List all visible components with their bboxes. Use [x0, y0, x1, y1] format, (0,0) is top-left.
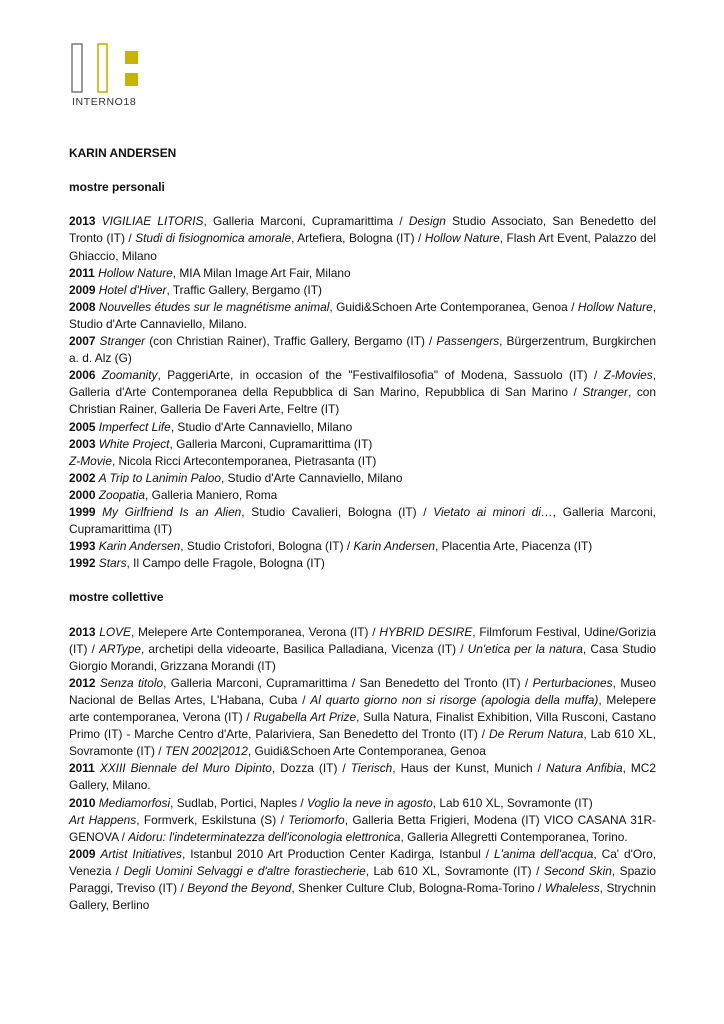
entry-year: 2012 [69, 675, 96, 690]
entry-text: , Filmforum Festival, Udine/Gorizia (IT) / [69, 624, 656, 656]
solo-exhibition-entry [69, 367, 656, 418]
solo-exhibition-entry [69, 265, 656, 282]
entry-text: , Lab 610 XL, Sovramonte (IT) / [69, 727, 656, 759]
entry-text: , Spazio Paraggi, Treviso (IT) / [69, 863, 656, 896]
exhibition-title: Whaleless [544, 881, 600, 896]
entry-text: , Istanbul 2010 Art Production Center Kadirga, Istanbul / [181, 846, 494, 861]
entry-text: , Galleria Marconi, Cupramarittima / [203, 214, 409, 229]
entry-text: , Ca' d'Oro, Venezia / [69, 846, 657, 878]
entry-text: , Strychnin Gallery, Berlino [69, 881, 657, 913]
entry-text: , Lab 610 XL, Sovramonte (IT) [432, 795, 593, 810]
exhibition-title: Karin Andersen [353, 539, 435, 554]
entry-year: 2003 [69, 436, 96, 451]
exhibition-title: Beyond the Beyond [187, 881, 292, 896]
entry-text: , Guidi&Schoen Arte Contemporanea, Genoa [247, 744, 486, 759]
interno18-logo [70, 42, 160, 116]
exhibition-title: Stranger [99, 334, 146, 349]
exhibition-title: Studi di fisiognomica amorale [135, 231, 292, 246]
entry-text: , Sudlab, Portici, Naples / [170, 795, 307, 810]
entry-year: 2013 [69, 624, 96, 639]
solo-exhibition-entry [69, 436, 656, 453]
entry-text: , Dozza (IT) / [271, 761, 351, 776]
exhibition-title: Second Skin [543, 863, 612, 878]
entry-year: 1999 [69, 504, 96, 519]
exhibition-title: Teriomorfo [288, 812, 345, 827]
exhibition-title: HYBRID DESIRE [379, 624, 473, 639]
entry-text: , Bürgerzentrum, Burgkirchen a. d. Alz (G) [69, 334, 657, 366]
entry-text: , Nicola Ricci Artecontemporanea, Pietrasanta (IT) [111, 453, 377, 468]
exhibition-title: My Girlfriend Is an Alien [102, 504, 242, 519]
entry-text: , Museo Nacional de Bellas Artes, L'Habana, Cuba / [69, 675, 657, 707]
exhibition-title: Zoopatia [98, 487, 146, 502]
exhibition-title: Un'etica per la natura [467, 641, 583, 656]
entry-text: , PaggeriArte, in occasion of the "Festivalfilosofia" of Modena, Sassuolo (IT) / [157, 368, 604, 383]
exhibition-title: Natura Anfibia [545, 761, 623, 776]
entry-text: , Galleria Maniero, Roma [145, 487, 278, 502]
entry-year: 2009 [69, 282, 96, 297]
entry-year: 2006 [69, 368, 96, 383]
entry-text: , Studio Cavalieri, Bologna (IT) / [241, 504, 434, 519]
entry-text: , Traffic Gallery, Bergamo (IT) [166, 282, 322, 297]
entry-text: , Galleria Marconi, Cupramarittima (IT) [69, 504, 656, 537]
entry-year: 2013 [69, 214, 96, 229]
solo-exhibition-entry [69, 299, 656, 333]
entry-text: , Studio d'Arte Cannaviello, Milano [221, 470, 403, 485]
entry-text: , Placentia Arte, Piacenza (IT) [434, 539, 593, 554]
group-exhibition-entry [69, 795, 656, 812]
entry-text: , MC2 Gallery, Milano. [69, 761, 656, 793]
entry-year: 2007 [69, 334, 96, 349]
exhibition-title: Imperfect Life [98, 419, 171, 434]
entry-text: , Galleria Allegretti Contemporanea, Torino. [400, 829, 628, 844]
exhibition-title: XXIII Biennale del Muro Dipinto [99, 761, 272, 776]
exhibition-title: Z-Movies [603, 368, 653, 383]
entry-text: , Galleria Marconi, Cupramarittima (IT) [169, 436, 373, 451]
exhibition-title: Karin Andersen [98, 539, 181, 554]
exhibition-title: TEN 2002|2012 [164, 744, 248, 759]
entry-year: 2008 [69, 299, 96, 314]
entry-year: 1992 [69, 556, 96, 571]
solo-exhibition-entry [69, 504, 656, 538]
entry-text: , Sulla Natura, Finalist Exhibition, Villa Rusconi, Castano Primo (IT) - Marche Centro d'Arte, Palariviera, San Benedetto del Tronto (IT) / [69, 710, 657, 742]
entry-year: 2011 [69, 265, 95, 280]
exhibition-title: Zoomanity [101, 368, 158, 383]
exhibition-title: Stars [98, 556, 127, 571]
exhibition-title: Hotel d'Hiver [98, 282, 167, 297]
solo-exhibition-entry [69, 419, 656, 436]
exhibition-title: Passengers [436, 334, 500, 349]
entry-text: , Flash Art Event, Palazzo del Ghiaccio, Milano [69, 231, 656, 263]
exhibition-title: Degli Uomini Selvaggi e d'altre forastiecherie [123, 863, 366, 878]
group-exhibition-entry [69, 624, 656, 675]
exhibition-title: Voglio la neve in agosto [306, 795, 433, 810]
exhibition-title: L'anima dell'acqua [494, 846, 594, 861]
entry-text: , Il Campo delle Fragole, Bologna (IT) [126, 556, 325, 571]
exhibition-title: Design [408, 214, 446, 229]
entry-text: , Shenker Culture Club, Bologna-Roma-Torino / [291, 881, 545, 896]
exhibition-title: Nouvelles études sur le magnétisme animal [98, 299, 330, 314]
group-exhibition-entry [69, 812, 656, 846]
entry-year: 2000 [69, 487, 96, 502]
exhibition-title: Tierisch [350, 761, 393, 776]
entry-text: , Melepere arte contemporanea, Verona (IT) / [69, 693, 656, 725]
entry-year: 2010 [69, 795, 96, 810]
exhibition-title: White Project [98, 436, 170, 451]
solo-exhibition-entry [69, 453, 656, 470]
exhibition-title: Hollow Nature [424, 231, 500, 246]
entry-text: , archetipi della videoarte, Basilica Palladiana, Vicenza (IT) / [140, 641, 468, 656]
entry-text: , Lab 610 XL, Sovramonte (IT) / [365, 863, 544, 878]
exhibition-title: De Rerum Natura [488, 727, 584, 742]
exhibition-title: VIGILIAE LITORIS [101, 214, 204, 229]
entry-text: , Artefiera, Bologna (IT) / [291, 231, 425, 246]
entry-text: , Studio d'Arte Cannaviello, Milano [170, 419, 353, 434]
exhibition-title: ARType [99, 641, 141, 656]
solo-exhibition-entry [69, 470, 656, 487]
entry-year: 2009 [69, 846, 96, 861]
exhibition-title: Senza titolo [99, 675, 164, 690]
exhibition-title: Hollow Nature [98, 265, 173, 280]
entry-text: , MIA Milan Image Art Fair, Milano [172, 265, 351, 280]
logo-mark-icon [70, 42, 160, 98]
group-exhibitions-heading: mostre collettive [69, 590, 164, 605]
entry-year: 2005 [69, 419, 96, 434]
entry-text: , Casa Studio Giorgio Morandi, Grizzana Morandi (IT) [69, 641, 656, 673]
entry-text: (con Christian Rainer), Traffic Gallery, Bergamo (IT) / [145, 334, 437, 349]
entry-text: , con Christian Rainer, Galleria De Faveri Arte, Feltre (IT) [69, 385, 656, 417]
entry-text: , Studio d'Arte Cannaviello, Milano. [69, 299, 657, 331]
exhibition-title: Aidoru: l'indeterminatezza dell'iconologia elettronica [128, 829, 401, 844]
exhibition-title: Art Happens [69, 812, 137, 827]
solo-exhibition-entry [69, 213, 656, 264]
entry-text: Studio Associato, San Benedetto del Tronto (IT) / [69, 214, 656, 246]
entry-year: 2011 [69, 761, 95, 776]
exhibition-title: Hollow Nature [577, 299, 653, 314]
exhibition-title: Al quarto giorno non si risorge (apologia della muffa) [310, 693, 599, 707]
exhibition-title: Rugabella Art Prize [253, 710, 357, 725]
solo-exhibition-entry [69, 333, 656, 367]
solo-exhibition-entry [69, 282, 656, 299]
entry-text: , Haus der Kunst, Munich / [392, 761, 546, 776]
group-exhibition-entry [69, 760, 656, 794]
solo-exhibition-entry [69, 487, 656, 504]
entry-text: , Galleria Marconi, Cupramarittima / San Benedetto del Tronto (IT) / [163, 675, 533, 690]
exhibition-title: LOVE [99, 624, 131, 639]
solo-exhibition-entry [69, 538, 656, 555]
exhibition-title: Artist Initiatives [100, 846, 182, 861]
cv-content [69, 145, 656, 914]
entry-year: 2002 [69, 470, 96, 485]
logo-text: INTERNO18 [72, 96, 137, 108]
group-exhibitions-list [69, 624, 656, 915]
exhibition-title: A Trip to Lanimin Paloo [98, 470, 222, 485]
entry-text: , Guidi&Schoen Arte Contemporanea, Genoa / [329, 299, 578, 314]
entry-text: , Formverk, Eskilstuna (S) / [136, 812, 289, 827]
exhibition-title: Z-Movie [69, 453, 112, 468]
group-exhibition-entry [69, 846, 656, 914]
exhibition-title: Perturbaciones [532, 675, 613, 690]
exhibition-title: Stranger [582, 385, 628, 400]
artist-name: KARIN ANDERSEN [69, 146, 177, 160]
exhibition-title: Mediamorfosi [98, 795, 171, 810]
exhibition-title: Vietato ai minori di… [433, 504, 553, 519]
entry-text: , Melepere Arte Contemporanea, Verona (IT) / [130, 624, 380, 639]
solo-exhibitions-list [69, 213, 656, 572]
solo-exhibitions-heading: mostre personali [69, 180, 165, 195]
group-exhibition-entry [69, 675, 656, 760]
entry-text: , Galleria d'Arte Contemporanea della Repubblica di San Marino, Repubblica di San Marino / [69, 368, 656, 400]
solo-exhibition-entry [69, 555, 656, 572]
entry-text: , Studio Cristofori, Bologna (IT) / [180, 539, 354, 554]
entry-text: , Galleria Betta Frigieri, Modena (IT) VICO CASANA 31R-GENOVA / [69, 812, 656, 844]
entry-year: 1993 [69, 539, 96, 554]
